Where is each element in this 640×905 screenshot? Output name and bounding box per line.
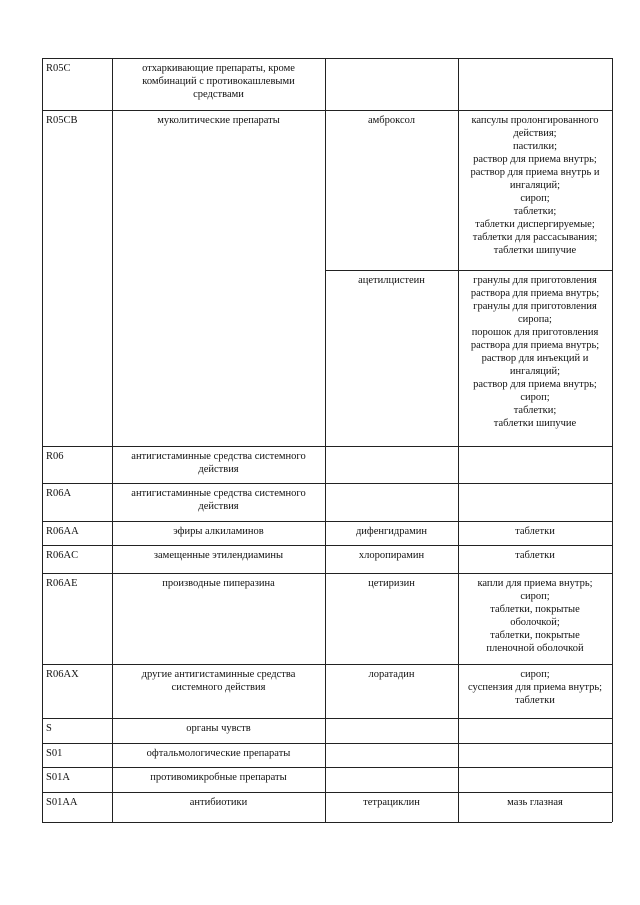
atc-group-name: антибиотики — [189, 797, 248, 808]
atc-group-name: антигистаминные средства системного действия — [131, 488, 306, 512]
atc-code: R05C — [46, 63, 71, 74]
atc-group-name: муколитические препараты — [157, 115, 280, 126]
table-rule — [42, 767, 612, 768]
atc-group-name: другие антигистаминные средства системного действия — [141, 669, 296, 693]
dosage-forms: капсулы пролонгированного действия; пастилки; раствор для приема внутрь; раствор для приема внутрь и ингаляций; сироп; таблетки; таблетки диспергируемые; таблетки для рассасывания; таблетки шипучие — [470, 115, 600, 256]
table-rule — [325, 270, 612, 271]
atc-group-name: производные пиперазина — [162, 578, 275, 589]
table-rule — [42, 521, 612, 522]
atc-code: R06A — [46, 488, 72, 499]
dosage-forms: таблетки — [515, 526, 555, 537]
dosage-forms: гранулы для приготовления раствора для приема внутрь; гранулы для приготовления сиропа; порошок для приготовления раствора для приема внутрь; раствор для инъекций и ингаляций; раствор для приема внутрь; сироп; таблетки; таблетки шипучие — [470, 275, 600, 429]
atc-group-name: отхаркивающие препараты, кроме комбинаций с противокашлевыми средствами — [142, 63, 295, 100]
atc-group-name: антигистаминные средства системного действия — [131, 451, 306, 475]
dosage-forms: мазь глазная — [507, 797, 563, 808]
dosage-forms: таблетки — [515, 550, 555, 561]
atc-code: R06AC — [46, 550, 79, 561]
atc-code: R06 — [46, 451, 64, 462]
atc-code: R06AE — [46, 578, 78, 589]
table-rule — [42, 822, 612, 823]
table-rule — [42, 792, 612, 793]
table-rule — [42, 545, 612, 546]
table-rule — [42, 446, 612, 447]
drug-name: лоратадин — [368, 669, 415, 680]
atc-code: S01 — [46, 748, 63, 759]
table-rule — [42, 573, 612, 574]
table-rule — [42, 110, 612, 111]
dosage-forms: сироп; суспензия для приема внутрь; таблетки — [467, 669, 603, 706]
atc-code: S01AA — [46, 797, 78, 808]
table-rule — [42, 718, 612, 719]
atc-code: S — [46, 723, 52, 734]
table-rule — [42, 58, 612, 59]
table-rule — [42, 483, 612, 484]
atc-group-name: противомикробные препараты — [150, 772, 287, 783]
drug-name: дифенгидрамин — [355, 526, 428, 537]
drug-name: тетрациклин — [363, 797, 420, 808]
atc-group-name: органы чувств — [186, 723, 251, 734]
atc-code: S01A — [46, 772, 70, 783]
atc-group-name: офтальмологические препараты — [146, 748, 291, 759]
atc-group-name: замещенные этилендиамины — [153, 550, 284, 561]
atc-group-name: эфиры алкиламинов — [173, 526, 264, 537]
dosage-forms: капли для приема внутрь; сироп; таблетки, покрытые оболочкой; таблетки, покрытые пленочной оболочкой — [477, 578, 593, 654]
table-rule — [42, 743, 612, 744]
table-rule — [612, 58, 613, 822]
drug-name: амброксол — [368, 115, 415, 126]
drug-name: цетиризин — [368, 578, 415, 589]
atc-code: R05CB — [46, 115, 78, 126]
atc-code: R06AA — [46, 526, 79, 537]
drug-name: хлоропирамин — [358, 550, 425, 561]
drug-name: ацетилцистеин — [358, 275, 425, 286]
atc-code: R06AX — [46, 669, 79, 680]
table-rule — [42, 664, 612, 665]
